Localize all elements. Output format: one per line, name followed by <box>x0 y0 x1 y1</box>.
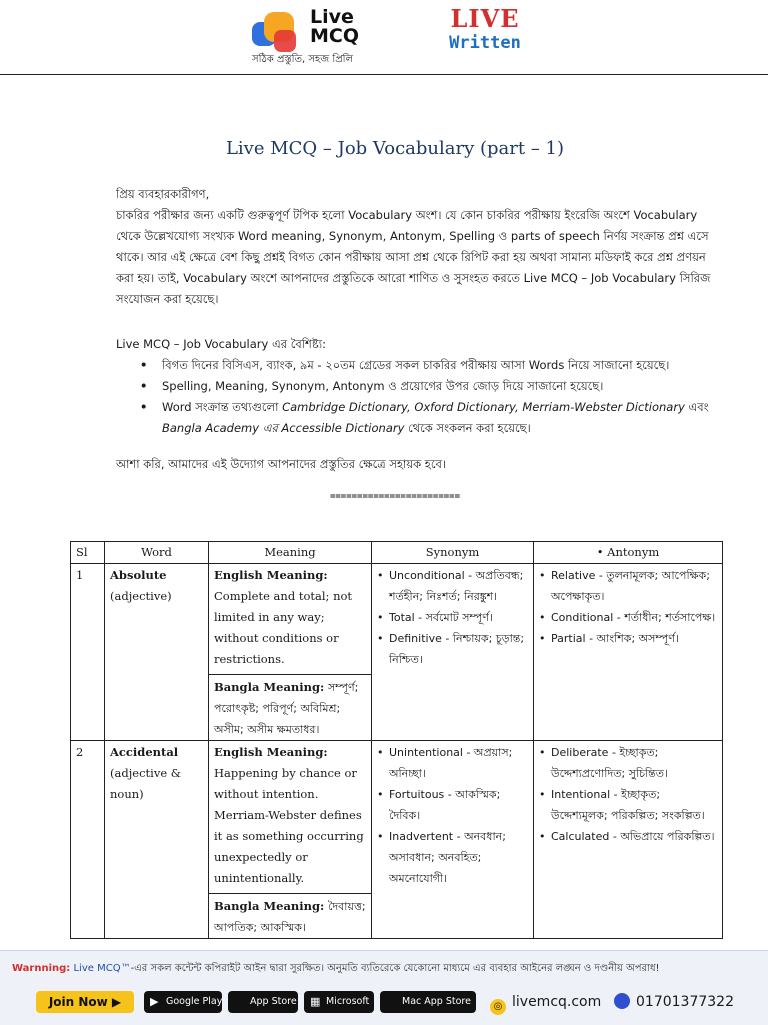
english-meaning-label: English Meaning: <box>214 568 328 582</box>
bangla-meaning-label: Bangla Meaning: <box>214 899 325 913</box>
logo-text: Live MCQ <box>310 6 360 47</box>
warning-label: Warnning: <box>12 963 71 974</box>
synonym-item: • Inadvertent - অনবধান; অসাবধান; অনবহিত; অমনোযোগী। <box>377 826 528 889</box>
word-cell <box>105 564 209 741</box>
header-antonym: • Antonym <box>534 542 723 564</box>
table-row <box>71 741 723 939</box>
features-heading: Live MCQ – Job Vocabulary এর বৈশিষ্ট্য: <box>116 337 326 351</box>
google-play-icon: ▶ <box>150 995 159 1008</box>
header-sl: Sl <box>71 542 105 564</box>
microsoft-icon: ▦ <box>310 995 321 1008</box>
antonym-item: • Intentional - ইচ্ছাকৃত; উদ্দেশ্যমূলক; পরিকল্পিত; সংকল্পিত। <box>539 784 717 826</box>
separator-line: ======================== <box>329 492 461 502</box>
antonym-item: • Relative - তুলনামূলক; আপেক্ষিক; অপেক্ষাকৃত। <box>539 565 717 607</box>
header-synonym: Synonym <box>372 542 534 564</box>
header-word: Word <box>105 542 209 564</box>
copyright-warning <box>12 961 660 978</box>
synonym-item: • Total - সর্বমোট সম্পূর্ণ। <box>377 607 528 628</box>
intro-paragraph: চাকরির পরীক্ষার জন্য একটি গুরুত্বপূর্ণ টপিক হলো Vocabulary অংশ। যে কোন চাকরির পরীক্ষায় ইংরেজি অংশে Vocabulary থেকে উল্লেখযোগ্য সংখ্যক Word meaning, Synonym, Antonym, Spelling ও parts of speech নির্ণয় সংক্রান্ত প্রশ্ন এসে থাকে। আর এই ক্ষেত্রে বেশ কিছু প্রশ্নই বিগত কোন পরীক্ষায় আসা প্রশ্ন থেকে রিপিট করা হয় অথবা সামান্য মডিফাই করে প্রশ্ন প্রণয়ন করা হয়। তাই, Vocabulary অংশে আপনাদের প্রস্তুতিকে আরো শাণিত ও সুসংহত করতে Live MCQ – Job Vocabulary সিরিজ সংযোজন করা হয়েছে। <box>116 208 711 306</box>
word-cell <box>105 741 209 939</box>
word-pos: (adjective) <box>110 589 172 603</box>
synonym-item: • Unintentional - অপ্রয়াস; অনিচ্ছা। <box>377 742 528 784</box>
bangla-meaning-text: সম্পূর্ণ; পরোৎকৃষ্ট; পরিপূর্ণ; অবিমিশ্র; অসীম; অসীম ক্ষমতাধর। <box>214 681 359 736</box>
feature-item: • Word সংক্রান্ত তথ্যগুলো Cambridge Dictionary, Oxford Dictionary, Merriam-Webster Dictionary এবং Bangla Academy এর Accessible Dictionary থেকে সংকলন করা হয়েছে। <box>162 397 726 439</box>
synonym-item: • Definitive - নিশ্চায়ক; চূড়ান্ত; নিশ্চিত। <box>377 628 528 670</box>
logo-mark-icon <box>252 10 306 54</box>
badge-written: Written <box>449 33 521 53</box>
app-store-button[interactable]: App Store <box>228 991 298 1013</box>
warning-brand: Live MCQ™ <box>73 963 131 974</box>
support-agent-icon <box>614 993 630 1009</box>
bangla-meaning <box>209 674 371 740</box>
synonym-cell <box>372 741 534 939</box>
feature-item: • বিগত দিনের বিসিএস, ব্যাংক, ৯ম - ২০তম গ্রেডের সকল চাকরির পরীক্ষায় আসা Words নিয়ে সাজানো হয়েছে। <box>162 355 726 376</box>
meaning-cell <box>209 741 372 939</box>
logo-tagline: সঠিক প্রস্তুতি, সহজ প্রিলি <box>252 54 353 65</box>
intro-section <box>116 184 716 310</box>
antonym-item: • Deliberate - ইচ্ছাকৃত; উদ্দেশ্যপ্রণোদিত; সুচিন্তিত। <box>539 742 717 784</box>
word-term: Absolute <box>110 568 167 582</box>
closing-line: আশা করি, আমাদের এই উদ্যোগ আপনাদের প্রস্তুতির ক্ষেত্রে সহায়ক হবে। <box>116 457 446 471</box>
antonym-item: • Partial - আংশিক; অসম্পূর্ণ। <box>539 628 717 649</box>
feature-item: • Spelling, Meaning, Synonym, Antonym ও প্রয়োগের উপর জোড় দিয়ে সাজানো হয়েছে। <box>162 376 726 397</box>
table-header-row <box>71 542 723 564</box>
document-title: Live MCQ – Job Vocabulary (part – 1) <box>225 138 565 159</box>
website-link[interactable]: ◎ livemcq.com <box>490 991 601 1015</box>
bangla-meaning <box>209 893 371 938</box>
globe-icon: ◎ <box>490 999 506 1015</box>
sl-cell: 1 <box>71 564 105 741</box>
bangla-meaning-text: দৈবায়ত্ত; আপতিক; আকস্মিক। <box>214 900 366 934</box>
features-list <box>116 355 726 439</box>
live-written-badge <box>448 6 522 54</box>
antonym-item: • Conditional - শর্তাধীন; শর্তসাপেক্ষ। <box>539 607 717 628</box>
header-meaning: Meaning <box>209 542 372 564</box>
english-meaning-label: English Meaning: <box>214 745 328 759</box>
bangla-meaning-label: Bangla Meaning: <box>214 680 325 694</box>
vocabulary-table <box>70 541 723 939</box>
badge-live: LIVE <box>450 4 520 33</box>
meaning-cell <box>209 564 372 741</box>
word-pos: (adjective & noun) <box>110 766 182 801</box>
synonym-item: • Unconditional - অপ্রতিবন্ধ; শর্তহীন; নিঃশর্ত; নিরঙ্কুশ। <box>377 565 528 607</box>
page-footer <box>0 950 768 1025</box>
livemcq-logo[interactable] <box>252 6 382 66</box>
english-meaning-text: Happening by chance or without intention. Merriam-Webster defines it as something occurring unexpectedly or unintentionally. <box>214 766 364 885</box>
word-term: Accidental <box>110 745 179 759</box>
antonym-cell <box>534 564 723 741</box>
microsoft-store-button[interactable]: ▦ Microsoft <box>304 991 374 1013</box>
synonym-item: • Fortuitous - আকস্মিক; দৈবিক। <box>377 784 528 826</box>
sl-cell: 2 <box>71 741 105 939</box>
phone-number[interactable]: 01701377322 <box>614 991 734 1013</box>
english-meaning-text: Complete and total; not limited in any way; without conditions or restrictions. <box>214 589 353 666</box>
synonym-cell <box>372 564 534 741</box>
antonym-cell <box>534 741 723 939</box>
features-section <box>116 334 726 439</box>
google-play-button[interactable]: ▶ Google Play <box>144 991 222 1013</box>
warning-text: -এর সকল কন্টেন্ট কপিরাইট আইন দ্বারা সুরক্ষিত। অনুমতি ব্যতিরেকে যেকোনো মাধ্যমে এর ব্যবহার আইনের লঙ্ঘন ও দণ্ডনীয় অপরাধ! <box>130 963 660 974</box>
join-now-button[interactable]: Join Now ▶ <box>36 991 134 1013</box>
page-header <box>0 0 768 75</box>
greeting: প্রিয় ব্যবহারকারীগণ, <box>116 187 210 201</box>
table-row <box>71 564 723 741</box>
antonym-item: • Calculated - অভিপ্রায়ে পরিকল্পিত। <box>539 826 717 847</box>
mac-app-store-button[interactable]: Mac App Store <box>380 991 476 1013</box>
